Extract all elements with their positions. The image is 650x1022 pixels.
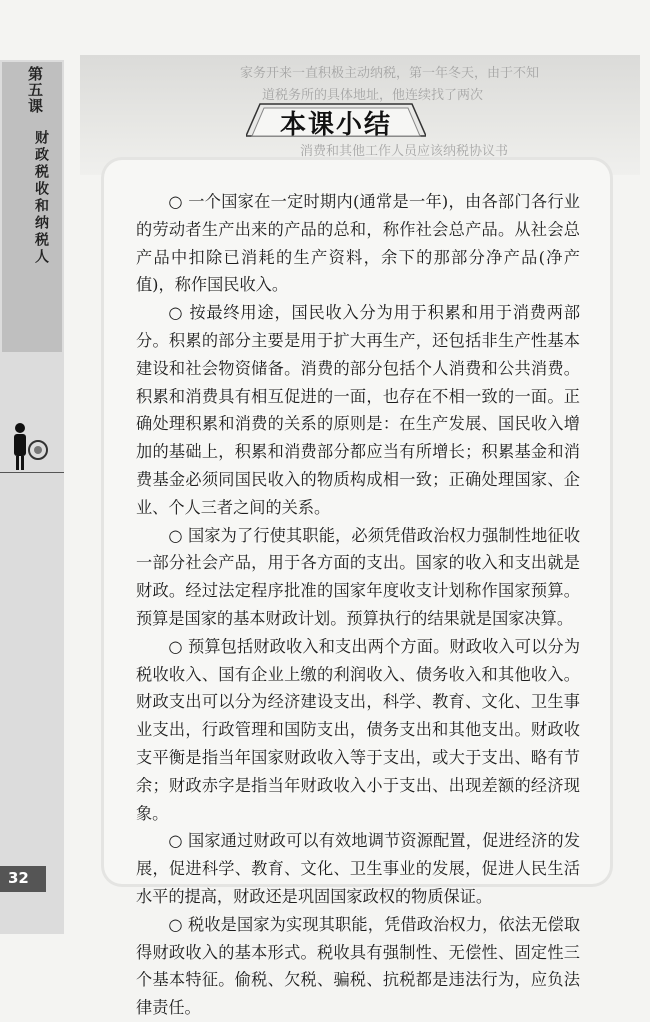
paragraph-text: 国家为了行使其职能，必须凭借政治权力强制性地征收一部分社会产品，用于各方面的支出。国家的收入和支出就是财政。经过法定程序批准的国家年度收支计划称作国家预算。预算是国家的基本财政计划。预算执行的结果就是国家决算。 <box>136 525 581 628</box>
paragraph-text: 国家通过财政可以有效地调节资源配置，促进经济的发展，促进科学、教育、文化、卫生事业的发展，促进人民生活水平的提高，财政还是巩固国家政权的物质保证。 <box>136 831 581 906</box>
side-divider <box>0 472 64 473</box>
summary-paragraph <box>136 188 580 299</box>
paragraph-text: 一个国家在一定时期内(通常是一年)，由各部门各行业的劳动者生产出来的产品的总和，称作社会总产品。从社会总产品中扣除已消耗的生产资料，余下的那部分净产品(净产值)，称作国民收入。 <box>136 192 580 295</box>
summary-paragraph <box>136 633 580 828</box>
banner-title: 本课小结 <box>279 110 392 140</box>
paragraph-text: 按最终用途，国民收入分为用于积累和用于消费两部分。积累的部分主要是用于扩大再生产，还包括非生产性基本建设和社会物资储备。消费的部分包括个人消费和公共消费。积累和消费具有相互促进的一面，也存在不相一致的一面。正确处理积累和消费的关系的原则是：在生产发展、国民收入增加的基础上，积累和消费部分都应当有所增长；积累基金和消费基金必须同国民收入的物质构成相一致；正确处理国家、企业、个人三者之间的关系。 <box>136 303 581 517</box>
person-silhouette-icon <box>8 420 52 472</box>
summary-paragraph <box>136 522 580 633</box>
summary-banner <box>246 100 426 140</box>
paragraph-text: 预算包括财政收入和支出两个方面。财政收入可以分为税收收入、国有企业上缴的利润收入、债务收入和其他收入。财政支出可以分为经济建设支出，科学、教育、文化、卫生事业支出，行政管理和国防支出，债务支出和其他支出。财政收支平衡是指当年国家财政收入等于支出，或大于支出、略有节余；财政赤字是指当年财政收入小于支出、出现差额的经济现象。 <box>136 636 581 823</box>
chapter-label: 第五课 <box>26 66 44 114</box>
summary-body <box>136 188 580 1022</box>
background-text-line: 道税务所的具体地址，他连续找了两次 <box>262 88 484 103</box>
circle-bullet-icon: ○ <box>168 192 183 211</box>
background-text-line: 消费和其他工作人员应该纳税协议书 <box>300 144 509 159</box>
circle-bullet-icon: ○ <box>168 831 183 851</box>
circle-bullet-icon: ○ <box>168 303 184 323</box>
summary-paragraph <box>136 911 580 1022</box>
circle-bullet-icon: ○ <box>168 636 183 656</box>
background-text-line: 家务开来一直积极主动纳税，第一年冬天，由于不知 <box>240 66 540 81</box>
summary-paragraph <box>136 827 580 910</box>
circle-bullet-icon: ○ <box>168 525 183 545</box>
summary-paragraph <box>136 299 580 521</box>
paragraph-text: 税收是国家为实现其职能，凭借政治权力，依法无偿取得财政收入的基本形式。税收具有强制性、无偿性、固定性三个基本特征。偷税、欠税、骗税、抗税都是违法行为，应负法律责任。 <box>136 914 581 1018</box>
page-number: 32 <box>8 869 29 887</box>
chapter-title: 财政税收和纳税人 <box>33 130 49 266</box>
circle-bullet-icon: ○ <box>168 914 183 934</box>
